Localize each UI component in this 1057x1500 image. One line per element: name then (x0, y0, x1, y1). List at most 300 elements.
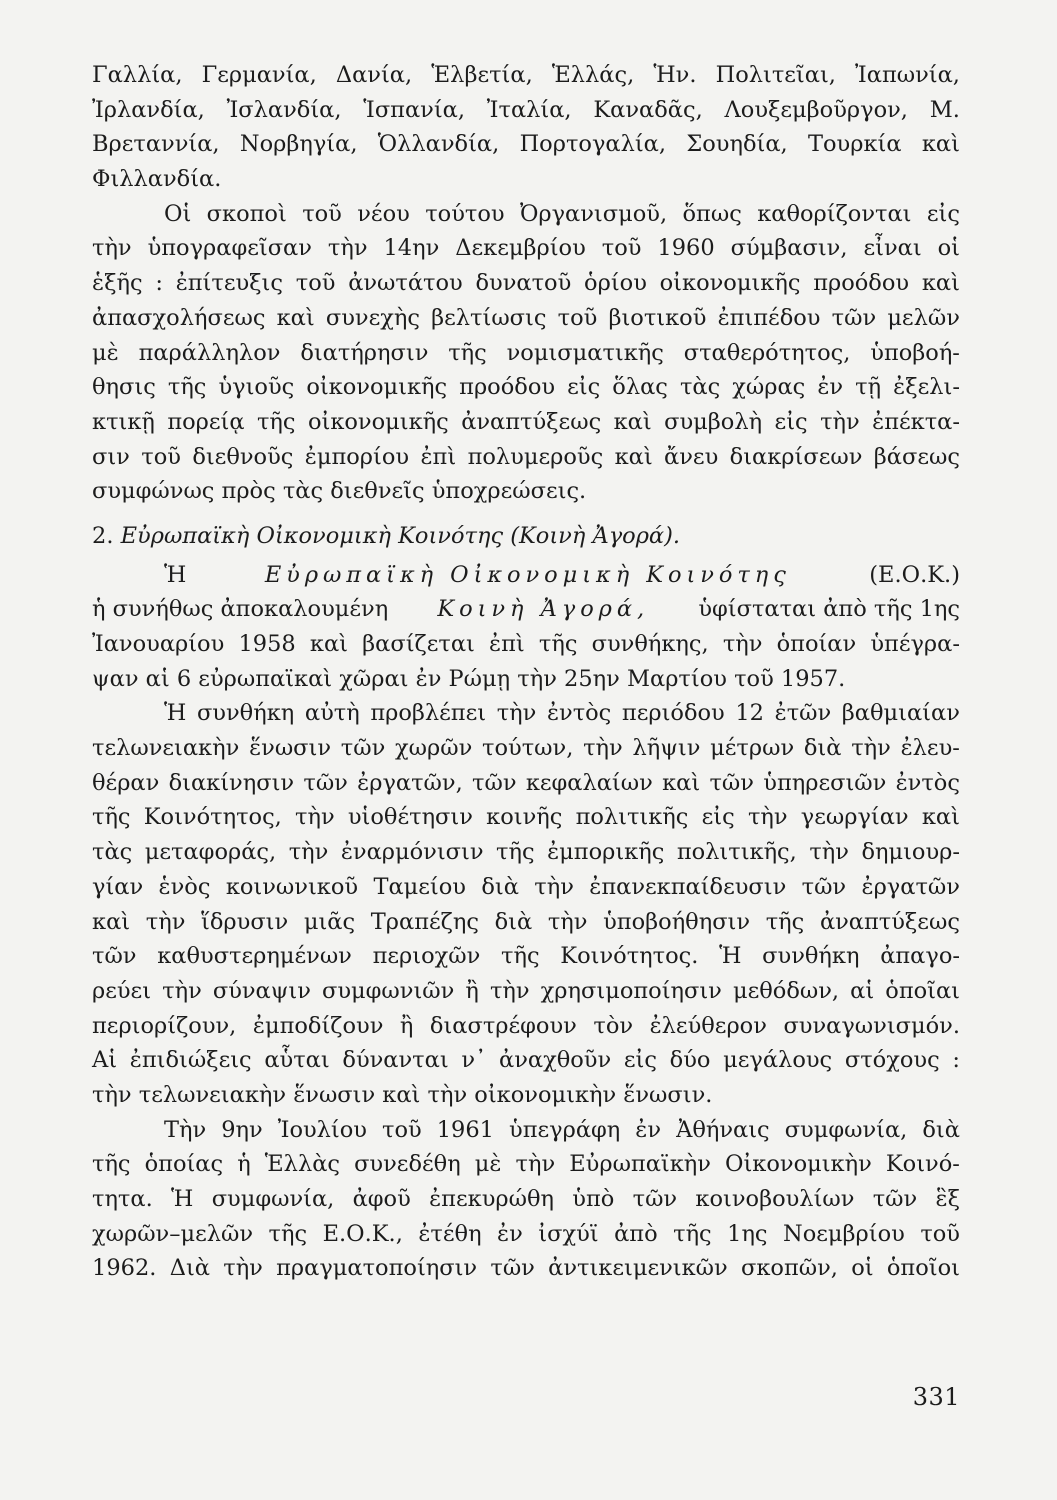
text-line: ψαν αἱ 6 εὐρωπαϊκαὶ χῶραι ἐν Ρώμῃ τὴν 25ην Μαρτίου τοῦ 1957. (92, 665, 846, 692)
word: ἐπανεκπαίδευσιν (589, 873, 787, 900)
word: τῆς (501, 943, 540, 970)
word: ἀναχθοῦν (499, 1047, 612, 1074)
word: Ἑλλὰς (264, 1151, 340, 1178)
text-line (92, 558, 960, 593)
word: διὰ (481, 873, 519, 900)
word: ἐντὸς (895, 769, 960, 796)
body-text (92, 58, 960, 1286)
word: Ὀργανισμοῦ, (519, 200, 668, 227)
word: καὶ (276, 304, 315, 331)
word: τῆς (765, 908, 805, 935)
word: τὸν (593, 1012, 634, 1039)
word: 12 (735, 700, 764, 727)
word: ἐπέκτα- (872, 408, 960, 435)
word: συνθήκη (196, 700, 295, 727)
word: πραγματοποίησιν (276, 1255, 478, 1282)
text-line (92, 1147, 960, 1182)
text-line (92, 1009, 960, 1044)
word: σκοπῶν, (741, 1255, 838, 1282)
paragraph-greece-association (92, 1113, 960, 1286)
word: Τουρκία (807, 131, 902, 158)
word: ὑπέγρα- (870, 631, 960, 657)
word: ἐμποδίζουν (252, 1012, 384, 1039)
word: ἐπὶ (489, 631, 525, 657)
word: κοινοβουλίων (695, 1186, 855, 1212)
word: διὰ (922, 1116, 960, 1143)
section-number: 2. (92, 522, 114, 549)
word: συμφωνιῶν (322, 977, 455, 1004)
word: τοῦ (302, 200, 342, 227)
word: καθυστερημένων (157, 943, 352, 970)
word: οἰκονομικῆς (306, 374, 448, 401)
word: ἐπιπέδου (717, 304, 821, 331)
word: 9ην (221, 1116, 263, 1143)
word: τοῦ (141, 443, 181, 470)
text-line (92, 731, 960, 766)
word: καὶ (613, 408, 652, 435)
word: 1961 (436, 1116, 494, 1143)
text-line (92, 405, 960, 440)
word: ἢ (399, 1012, 414, 1039)
word: ἰσχύϊ (538, 1220, 599, 1247)
word: ἀντικειμενικῶν (548, 1255, 728, 1282)
word: εἶναι (863, 235, 922, 262)
word: τὴν (162, 977, 202, 1004)
word: οἰκονομικῆς (659, 270, 801, 297)
word: ν᾽ (461, 1047, 487, 1074)
word: ἀναπτύξεως (461, 408, 602, 435)
paragraph-eec-intro (92, 558, 960, 697)
word: τῇ (855, 374, 882, 401)
text-line (92, 870, 960, 905)
text-line (92, 127, 960, 162)
word: ὁποῖαι (885, 977, 960, 1004)
word: τῆς (673, 1220, 712, 1247)
word: Οἰκονομικὴν (725, 1151, 872, 1178)
word: κεφαλαίων (525, 769, 653, 796)
text-line (92, 974, 960, 1009)
word: μὲ (474, 1151, 502, 1178)
word: βασίζεται (362, 631, 475, 657)
word: τὴν (809, 839, 849, 866)
word: ὑπεγράφη (509, 1116, 621, 1143)
word: Ἀθήναις (676, 1116, 770, 1143)
word: τὴν (722, 631, 763, 657)
word: κτικῇ (92, 408, 155, 435)
word: τητα. (92, 1186, 153, 1212)
word: ὑπηρεσιῶν (763, 769, 887, 796)
word: τοῦ (557, 304, 598, 331)
word: ἐπεκυρώθη (429, 1186, 554, 1212)
word: τὴν (223, 1255, 263, 1282)
word: τῶν (303, 769, 348, 796)
word: Διὰ (169, 1255, 210, 1282)
word: χωρῶν–μελῶν (92, 1220, 254, 1247)
word: Ἡ (719, 943, 742, 970)
text-line (92, 440, 960, 475)
text-line (92, 766, 960, 801)
word: αὗται (264, 1047, 330, 1074)
word: Τὴν (164, 1116, 207, 1143)
word: συναγωνισμόν. (783, 1012, 960, 1039)
text-fragment: ὑφίσταται ἀπὸ τῆς 1ης (698, 596, 960, 623)
text-line (92, 905, 960, 940)
word: νομισματικῆς (506, 339, 664, 366)
word: τὴν (534, 873, 574, 900)
word: διατήρησιν (300, 339, 429, 366)
word: δύο (669, 1047, 711, 1074)
word: ὁρίου (584, 270, 647, 297)
word: Ἑλβετία, (431, 62, 533, 88)
section-title: Εὐρωπαϊκὴ Οἰκονομικὴ Κοινότης (Κοινὴ Ἀγορά). (120, 522, 681, 549)
word: Ἰσλανδία, (226, 96, 342, 123)
text-line (92, 592, 960, 627)
word: μεθόδων, (732, 977, 840, 1004)
word: ἀνωτάτου (348, 270, 463, 297)
word: 1962. (92, 1255, 157, 1282)
word: ἐν (817, 374, 844, 401)
word: συνθήκη (762, 943, 860, 970)
spaced-term: Κοινὴ Ἀγορά, (437, 596, 650, 623)
text-fragment: Ἡ (164, 561, 187, 588)
word: βιοτικοῦ (608, 304, 707, 331)
word: ὑπὸ (572, 1186, 615, 1212)
word: σκοποὶ (206, 200, 287, 227)
word: Καναδᾶς, (593, 96, 703, 123)
word: περιορίζουν, (92, 1012, 237, 1039)
word: τὴν (496, 700, 537, 727)
word: Πορτογαλία, (519, 131, 667, 158)
word: τελωνειακὴν (92, 735, 240, 762)
word: δυνατοῦ (475, 270, 572, 297)
word: Κοινότητος, (143, 804, 282, 831)
word: χωρῶν (395, 735, 473, 762)
word: αἱ (850, 977, 875, 1004)
word: Ἡν. (653, 62, 697, 88)
word: λῆψιν (632, 735, 701, 762)
word: θέραν (92, 769, 160, 796)
text-line (92, 301, 960, 336)
word: μέτρων (710, 735, 795, 762)
word: σιν (92, 443, 130, 470)
word: στόχους (844, 1047, 940, 1074)
text-line: τὴν τελωνειακὴν ἕνωσιν καὶ τὴν οἰκονομικὴν ἕνωσιν. (92, 1081, 713, 1108)
word: Ἰουλίου (277, 1116, 367, 1143)
word: τὴν (583, 735, 623, 762)
word: Εὐρωπαϊκὴν (569, 1151, 711, 1178)
word: ὑποβοή- (870, 339, 960, 366)
word: μιᾶς (303, 908, 356, 935)
word: τῆς (538, 631, 578, 657)
word: προβλέπει (370, 700, 487, 727)
word: σταθερότητος, (683, 339, 851, 366)
word: καὶ (921, 804, 960, 831)
word: κοινωνικοῦ (225, 873, 359, 900)
word: Νορβηγία, (239, 131, 358, 158)
paragraph-oecd-aims (92, 197, 960, 509)
word: οἱ (851, 1255, 874, 1282)
word: συμβολὴ (664, 408, 763, 435)
word: θησις (92, 374, 156, 401)
word: τὴν (327, 235, 368, 262)
word: διεθνοῦς (192, 443, 294, 470)
word: Λουξεμβοῦργον, (724, 96, 908, 123)
word: ἐν (635, 1116, 662, 1143)
word: οἱ (937, 235, 960, 262)
text-line (92, 266, 960, 301)
word: ὁποῖοι (886, 1255, 960, 1282)
word: γίαν (92, 873, 144, 900)
word: Πολιτεῖαι, (715, 62, 836, 88)
word: ὑγιοῦς (218, 374, 295, 401)
word: συνεχὴς (325, 304, 420, 331)
word: διὰ (803, 735, 842, 762)
text-line (92, 627, 960, 662)
word: 1ης (727, 1220, 768, 1247)
word: συνθήκης, (591, 631, 709, 657)
word: 14ην (383, 235, 440, 262)
word: τὴν (145, 908, 186, 935)
word: ὁποίαν (776, 631, 857, 657)
word: τὴν (547, 908, 588, 935)
word: ἑνὸς (158, 873, 211, 900)
spaced-term: Εὐρωπαϊκὴ Οἰκονομικὴ Κοινότης (264, 561, 791, 588)
word: Ὁλλανδία, (377, 131, 500, 158)
word: εἰς (774, 408, 808, 435)
word: πολιτικῆς, (676, 839, 797, 866)
word: δημιουρ- (861, 839, 960, 866)
word: ἐτῶν (774, 700, 832, 727)
word: τῶν (340, 735, 386, 762)
word: ἄνευ (664, 443, 719, 470)
text-line (92, 231, 960, 266)
word: Κοινότητος. (560, 943, 699, 970)
word: ἐπὶ (420, 443, 457, 470)
word: Τραπέζης (370, 908, 479, 935)
word: οἰκονομικῆς (307, 408, 449, 435)
word: ἐν (497, 1220, 523, 1247)
word: Οἱ (164, 200, 192, 227)
word: τὴν (851, 735, 891, 762)
word: μεγάλους (723, 1047, 833, 1074)
word: τὰς (679, 374, 721, 401)
word: τοῦ (295, 270, 336, 297)
word: ὑπογραφεῖσαν (147, 235, 312, 262)
word: μὲ (92, 339, 119, 366)
word: εἰς (567, 374, 601, 401)
word: πολυμεροῦς (467, 443, 604, 470)
word: Ταμείου (373, 873, 466, 900)
word: ὑποβοήθησιν (603, 908, 751, 935)
word: κοινῆς (486, 804, 563, 831)
word: Ἑλλάς, (551, 62, 635, 88)
word: σύναψιν (212, 977, 311, 1004)
text-line (92, 939, 960, 974)
word: τὴν (295, 804, 335, 831)
word: ἐμπορίου (304, 443, 410, 470)
text-line (92, 800, 960, 835)
word: βάσεως (873, 443, 960, 470)
word: πολιτικῆς (575, 804, 689, 831)
word: ἐπιδιώξεις (129, 1047, 252, 1074)
word: τῶν (801, 873, 847, 900)
word: περιοχῶν (372, 943, 481, 970)
word: ἀπασχολήσεως (92, 304, 266, 331)
word: ἐλευ- (900, 735, 960, 762)
text-line (92, 1251, 960, 1286)
word: βαθμιαίαν (841, 700, 960, 727)
text-line (92, 1182, 960, 1217)
word: πορείᾳ (167, 408, 245, 435)
text-line (92, 370, 960, 405)
word: τῶν (872, 1186, 918, 1212)
text-line: συμφώνως πρὸς τὰς διεθνεῖς ὑποχρεώσεις. (92, 478, 587, 505)
word: τῶν (472, 769, 517, 796)
word: μεταφοράς, (144, 839, 277, 866)
word: Μ. (929, 96, 960, 123)
word: 1960 (657, 235, 715, 262)
word: τῆς (92, 1151, 131, 1178)
word: συμφωνία, (211, 1186, 335, 1212)
word: Δανία, (335, 62, 413, 88)
section-heading (92, 519, 960, 554)
word: ἓξ (935, 1186, 960, 1212)
word: καὶ (92, 908, 131, 935)
word: δύνανται (342, 1047, 449, 1074)
word: καὶ (921, 270, 960, 297)
word: καὶ (309, 631, 348, 657)
word: ἀπὸ (614, 1220, 658, 1247)
word: : (155, 270, 163, 297)
word: εἰς (623, 1047, 657, 1074)
word: τὴν (515, 1151, 556, 1178)
word: ἐλεύθερον (649, 1012, 767, 1039)
word: σύμβασιν, (730, 235, 848, 262)
word: ἐτέθη (418, 1220, 482, 1247)
word: διακρίσεων (729, 443, 863, 470)
word: ἐμπορικῆς (547, 839, 665, 866)
word: καὶ (662, 769, 701, 796)
word: τὴν (747, 804, 788, 831)
word: Ἰαπωνία, (855, 62, 960, 88)
word: ἡ (237, 1151, 251, 1178)
word: Γερμανία, (201, 62, 317, 88)
word: καθορίζονται (757, 200, 912, 227)
word: τοῦ (382, 1116, 422, 1143)
text-line (92, 93, 960, 128)
word: Ἡ (164, 700, 187, 727)
word: ἵδρυσιν (201, 908, 289, 935)
word: ρεύει (92, 977, 152, 1004)
word: τῶν (632, 1186, 678, 1212)
word: τὴν (288, 839, 329, 866)
word: Ε.Ο.Κ., (322, 1220, 403, 1247)
word: βελτίωσις (431, 304, 547, 331)
word: τῆς (448, 339, 487, 366)
word: Ἰταλία, (486, 96, 572, 123)
word: τῶν (709, 769, 754, 796)
word: τὴν (820, 408, 860, 435)
word: 1958 (238, 631, 296, 657)
word: προόδου (459, 374, 556, 401)
word: περιόδου (621, 700, 725, 727)
word: γεωργίαν (800, 804, 909, 831)
word: εἰς (701, 804, 735, 831)
word: Ἰρλανδία, (92, 96, 205, 123)
page-number: 331 (912, 1383, 960, 1411)
word: τὰς (92, 839, 133, 866)
word: αὐτὴ (304, 700, 360, 727)
word: προόδου (813, 270, 910, 297)
word: ἀφοῦ (352, 1186, 411, 1212)
word: ὁποίας (144, 1151, 224, 1178)
word: τούτου (425, 200, 505, 227)
word: τούτων, (482, 735, 574, 762)
word: ἐργατῶν, (357, 769, 463, 796)
word: ἐντὸς (546, 700, 612, 727)
word: χώρας (732, 374, 806, 401)
word: υἱοθέτησιν (347, 804, 473, 831)
word: διακίνησιν (168, 769, 295, 796)
paragraph-treaty (92, 696, 960, 1112)
word: καὶ (921, 131, 960, 158)
word: τῆς (268, 1220, 308, 1247)
word: Ἡ (171, 1186, 194, 1212)
word: Κοινό- (885, 1151, 960, 1178)
word: ἐναρμόνισιν (340, 839, 484, 866)
word: ἐξελι- (893, 374, 960, 401)
word: διὰ (494, 908, 533, 935)
word: Γαλλία, (92, 62, 183, 88)
word: συμφωνία, (784, 1116, 908, 1143)
text-fragment: (Ε.Ο.Κ.) (869, 561, 960, 588)
word: τοῦ (601, 235, 642, 262)
word: τῆς (256, 408, 296, 435)
word: τῆς (167, 374, 207, 401)
text-line (92, 58, 960, 93)
word: ὅπως (682, 200, 742, 227)
word: τῶν (490, 1255, 535, 1282)
word: τῶν (92, 943, 137, 970)
word: ἀναπτύξεως (819, 908, 960, 935)
word: ἢ (465, 977, 479, 1004)
word: συνεδέθη (354, 1151, 461, 1178)
word: νέου (357, 200, 410, 227)
word: τῆς (496, 839, 535, 866)
text-line (92, 197, 960, 232)
text-line (92, 1043, 960, 1078)
word: ὅλας (612, 374, 668, 401)
text-line (92, 336, 960, 371)
word: Σουηδία, (686, 131, 788, 158)
word: ἑξῆς (92, 270, 143, 297)
word: μελῶν (887, 304, 960, 331)
word: χρησιμοποίησιν (540, 977, 722, 1004)
word: διαστρέφουν (429, 1012, 577, 1039)
word: τὴν (489, 977, 530, 1004)
text-line: Φιλλανδία. (92, 166, 222, 193)
text-line (92, 1217, 960, 1252)
word: ἀπαγο- (880, 943, 960, 970)
word: Αἱ (92, 1047, 118, 1074)
word: Ἱσπανία, (363, 96, 466, 123)
word: ἕνωσιν (249, 735, 332, 762)
word: Νοεμβρίου (783, 1220, 905, 1247)
word: εἰς (926, 200, 960, 227)
word: Βρεταννία, (92, 131, 220, 158)
text-line (92, 1113, 960, 1148)
word: ἐργατῶν (861, 873, 960, 900)
